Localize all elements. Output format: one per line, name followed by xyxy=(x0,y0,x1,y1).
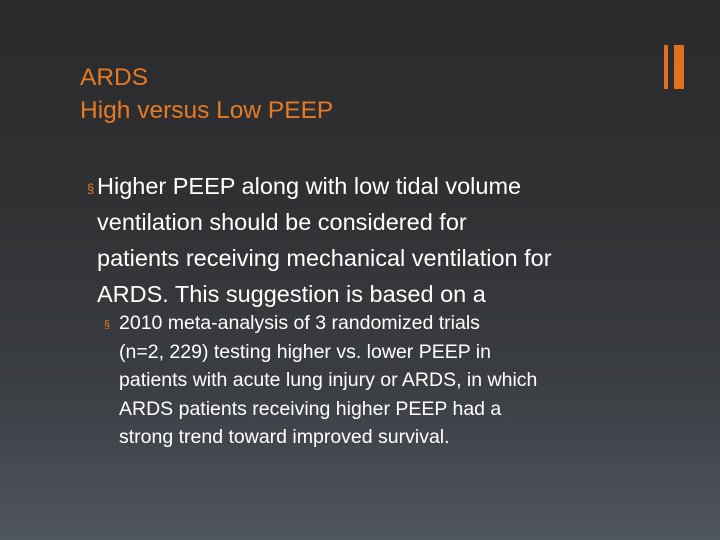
bullet-2-line-5: strong trend toward improved survival. xyxy=(119,426,450,448)
bullet-2-line-1: 2010 meta-analysis of 3 randomized trials xyxy=(119,312,480,334)
bullet-level-2 xyxy=(104,309,644,452)
title-line-2: High versus Low PEEP xyxy=(80,97,334,124)
sub-bullet-marker-icon: § xyxy=(104,319,111,331)
bullet-1-line-1: Higher PEEP along with low tidal volume xyxy=(97,173,522,199)
bullet-2-line-2: (n=2, 229) testing higher vs. lower PEEP in xyxy=(119,340,491,363)
title-line-1: ARDS xyxy=(80,64,149,91)
bullet-level-1-text xyxy=(87,168,642,312)
bullet-2-line-3: patients with acute lung injury or ARDS, in which xyxy=(119,369,538,391)
bullet-1-line-4: ARDS. This suggestion is based on a xyxy=(97,281,486,307)
bullet-level-2-text xyxy=(104,309,644,452)
bullet-2-line-4: ARDS patients receiving higher PEEP had a xyxy=(119,397,502,420)
bullet-marker-icon: § xyxy=(87,181,95,196)
bullet-1-line-2: ventilation should be considered for xyxy=(97,209,467,235)
bullet-1-line-3: patients receiving mechanical ventilation for xyxy=(97,245,552,271)
bullet-level-1 xyxy=(87,168,642,312)
